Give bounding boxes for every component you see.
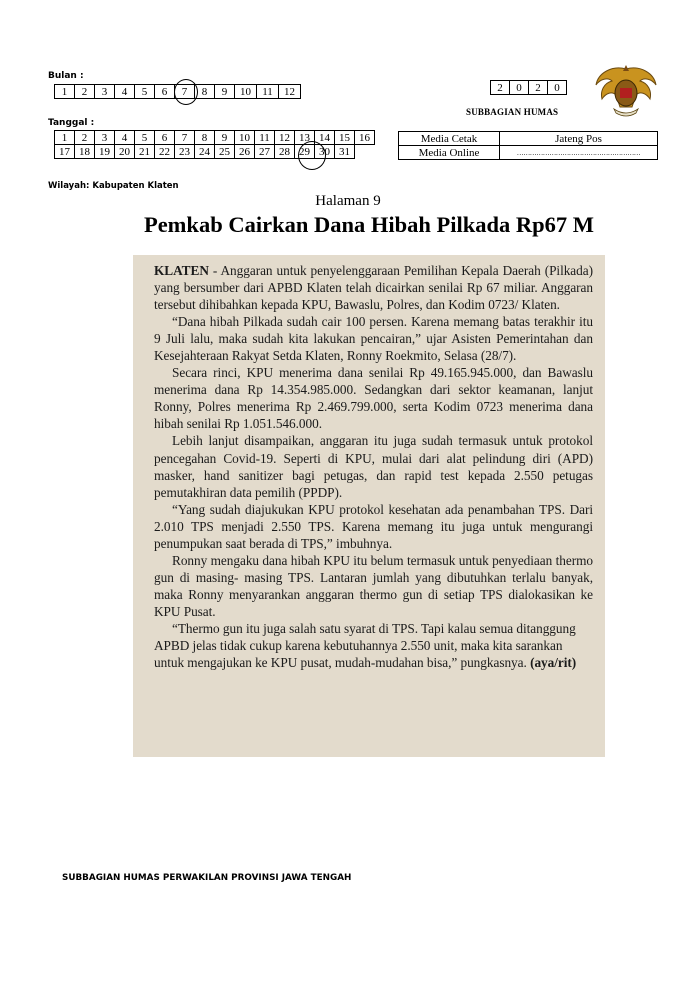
- media-online-value: …………………………………………………: [500, 146, 658, 160]
- year-cell: 2: [529, 81, 548, 95]
- date-r2-cell: 17: [55, 145, 75, 159]
- article-headline: Pemkab Cairkan Dana Hibah Pilkada Rp67 M: [143, 212, 595, 237]
- date-r2-cell: 18: [75, 145, 95, 159]
- year-box: [490, 80, 567, 95]
- date-r2-cell: 19: [95, 145, 115, 159]
- date-r1-cell: 3: [95, 131, 115, 145]
- media-table: [398, 131, 658, 160]
- month-cell: 2: [75, 85, 95, 99]
- media-cetak-label: Media Cetak: [399, 132, 500, 146]
- date-r1-cell: 14: [315, 131, 335, 145]
- month-cell: 12: [279, 85, 301, 99]
- date-r1-cell: 13: [295, 131, 315, 145]
- date-grid: [54, 130, 375, 159]
- selected-date-circle: [298, 141, 326, 170]
- byline: (aya/rit): [530, 655, 577, 671]
- bulan-label: Bulan :: [48, 71, 84, 81]
- article-clipping: [133, 255, 605, 757]
- month-cell: 3: [95, 85, 115, 99]
- month-cell: 8: [195, 85, 215, 99]
- paragraph-4: Lebih lanjut disampaikan, anggaran itu juga sudah termasuk untuk protokol pencegahan Covid-19. Seperti di KPU, mulai dari alat pelindung diri (APD) masker, hand sanitizer bagi petugas, dan rapid test kepada 2.550 petugas pemutakhiran data pemilih (PPDP).: [154, 433, 593, 500]
- footer-label: SUBBAGIAN HUMAS PERWAKILAN PROVINSI JAWA TENGAH: [62, 873, 352, 883]
- selected-month-circle: [174, 79, 198, 105]
- date-r1-cell: 16: [355, 131, 375, 145]
- department-label: SUBBAGIAN HUMAS: [466, 107, 559, 117]
- date-r2-cell: 20: [115, 145, 135, 159]
- date-r1-cell: 6: [155, 131, 175, 145]
- date-r1-cell: 7: [175, 131, 195, 145]
- date-r1-cell: 4: [115, 131, 135, 145]
- date-r2-cell: 26: [235, 145, 255, 159]
- garuda-emblem-logo: [590, 63, 662, 119]
- month-cell: 5: [135, 85, 155, 99]
- date-r1-cell: 5: [135, 131, 155, 145]
- date-r2-cell: 31: [335, 145, 355, 159]
- date-r1-cell: 9: [215, 131, 235, 145]
- date-r1-cell: 2: [75, 131, 95, 145]
- month-cell: 7: [175, 85, 195, 99]
- paragraph-2: “Dana hibah Pilkada sudah cair 100 persen. Karena memang batas terakhir itu 9 Juli lalu, maka sudah kita lakukan pencairan,” ujar Asisten Pemerintahan dan Kesejahteraan Rakyat Setda Klaten, Ronny Roekmito, Selasa (28/7).: [154, 314, 593, 364]
- paragraph-7: “Thermo gun itu juga salah satu syarat di TPS. Tapi kalau semua ditanggung APBD jelas tidak cukup karena kebutuhannya 2.550 unit, maka kita sarankan untuk mengajukan ke KPU pusat, mudah-mudahan bisa,” pungkasnya. (aya/rit): [154, 620, 577, 671]
- date-r1-cell: 8: [195, 131, 215, 145]
- tanggal-label: Tanggal :: [48, 118, 95, 128]
- date-r2-cell: 24: [195, 145, 215, 159]
- month-cell: 6: [155, 85, 175, 99]
- date-r2-cell: 22: [155, 145, 175, 159]
- media-cetak-value: Jateng Pos: [500, 132, 658, 146]
- paragraph-6: Ronny mengaku dana hibah KPU itu belum termasuk untuk penyediaan thermo gun di masing- masing TPS. Lantaran jumlah yang dibutuhkan terlalu banyak, maka Ronny menyarankan anggaran thermo gun di setiap TPS dialokasikan ke KPU Pusat.: [154, 552, 593, 619]
- date-r2-cell: 25: [215, 145, 235, 159]
- paragraph-5: “Yang sudah diajukukan KPU protokol kesehatan ada penambahan TPS. Dari 2.010 TPS menjadi 2.550 TPS. Karena memang itu juga untuk mengurangi penumpukan saat berada di TPS,” imbuhnya.: [154, 501, 593, 551]
- paragraph-3: Secara rinci, KPU menerima dana senilai Rp 49.165.945.000, dan Bawaslu menerima dana Rp 14.354.985.000. Sedangkan dari sektor keamanan, lanjut Ronny, Polres menerima Rp 2.469.799.000, serta Kodim 0723 menerima dana hibah senilai Rp 1.051.546.000.: [154, 365, 593, 432]
- month-cell: 10: [235, 85, 257, 99]
- date-r1-cell: 1: [55, 131, 75, 145]
- paragraph-1: KLATEN - Anggaran untuk penyelenggaraan Pemilihan Kepala Daerah (Pilkada) yang bersumber dari APBD Klaten telah dicairkan senilai Rp 67 miliar. Anggaran tersebut dihibahkan kepada KPU, Bawaslu, Polres, dan Kodim 0723/ Klaten.: [154, 263, 593, 313]
- year-cell: 0: [548, 81, 567, 95]
- year-cell: 0: [510, 81, 529, 95]
- month-cell: 11: [257, 85, 279, 99]
- month-cell: 1: [55, 85, 75, 99]
- date-r1-cell: 10: [235, 131, 255, 145]
- date-r1-cell: 12: [275, 131, 295, 145]
- date-r2-cell: 30: [315, 145, 335, 159]
- date-r1-cell: 15: [335, 131, 355, 145]
- date-r2-cell: 29: [295, 145, 315, 159]
- wilayah-label: Wilayah: Kabupaten Klaten: [48, 181, 179, 191]
- lead-location: KLATEN: [154, 263, 209, 278]
- date-r2-cell: 21: [135, 145, 155, 159]
- date-r2-cell: 28: [275, 145, 295, 159]
- page-number: Halaman 9: [315, 193, 381, 209]
- date-r2-cell: 27: [255, 145, 275, 159]
- month-cell: 9: [215, 85, 235, 99]
- date-r1-cell: 11: [255, 131, 275, 145]
- media-online-label: Media Online: [399, 146, 500, 160]
- date-r2-cell: 23: [175, 145, 195, 159]
- month-cell: 4: [115, 85, 135, 99]
- year-cell: 2: [491, 81, 510, 95]
